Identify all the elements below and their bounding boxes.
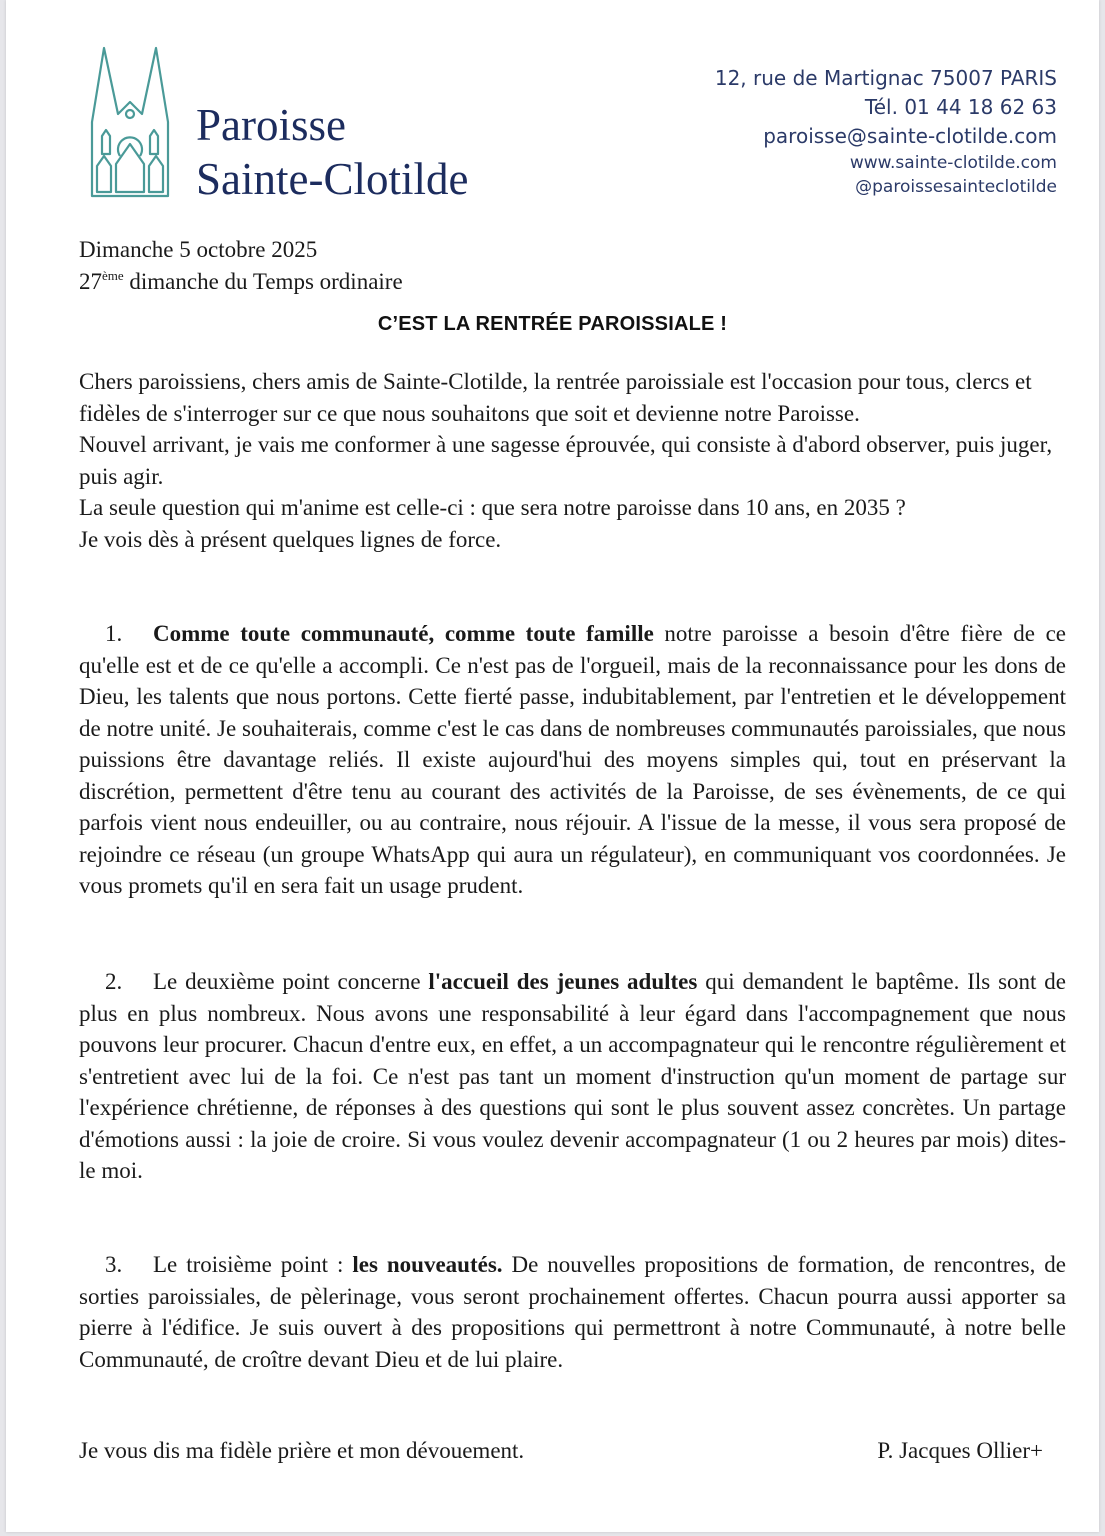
newsletter-page [6, 0, 1099, 1532]
ordinal-number: 27 [79, 269, 102, 294]
intro-paragraph: Nouvel arrivant, je vais me conformer à une sagesse éprouvée, qui consiste à d'abord observer, puis juger, puis agir. [79, 432, 1053, 489]
intro [79, 366, 1066, 555]
social-handle[interactable]: @paroissesainteclotilde [855, 177, 1057, 197]
phone: Tél. 01 44 18 62 63 [864, 95, 1057, 119]
address: 12, rue de Martignac 75007 PARIS [714, 66, 1057, 90]
church-facade-icon [90, 44, 170, 198]
email-link[interactable]: paroisse@sainte-clotilde.com [763, 124, 1057, 148]
intro-paragraph: Je vois dès à présent quelques lignes de force. [79, 526, 502, 552]
signature: P. Jacques Ollier+ [877, 1438, 1043, 1463]
parish-name [196, 98, 468, 206]
point-number: 1. [105, 621, 123, 646]
point-1 [79, 618, 1066, 902]
point-3 [79, 1249, 1066, 1375]
point-text: qui demandent le baptême. Ils sont de plus en plus nombreux. Nous avons une responsabilité à leur égard dans l'accompagnement que nous pouvons leur procurer. Chacun d'entre eux, en effet, a un accompagnateur qui le rencontre régulièrement et s'entretient avec lui de la foi. Ce n'est pas tant un moment d'instruction qu'un moment de partage sur l'expérience chrétienne, de réponses à des questions qui sont le plus souvent assez concrètes. Un partage d'émotions aussi : la joie de croire. Si vous voulez devenir accompagnateur (1 ou 2 heures par mois) dites-le moi. [79, 969, 1066, 1183]
headline: C’EST LA RENTRÉE PAROISSIALE ! [377, 313, 728, 335]
intro-paragraph: Chers paroissiens, chers amis de Sainte-Clotilde, la rentrée paroissiale est l'occasion pour tous, clercs et fidèles de s'interroger sur ce que nous souhaitons que soit et devienne notre Paroisse. [79, 369, 1032, 426]
parish-name-line2: Sainte-Clotilde [196, 154, 469, 204]
intro-paragraph: La seule question qui m'anime est celle-ci : que sera notre paroisse dans 10 ans, en 2035 ? [79, 495, 906, 520]
ordinal-suffix: ème [102, 268, 124, 283]
date: Dimanche 5 octobre 2025 [79, 237, 318, 262]
point-highlight: Comme toute communauté, comme toute famille [153, 621, 654, 646]
point-text: Le troisième point : [153, 1252, 353, 1277]
point-text: notre paroisse a besoin d'être fière de ce qu'elle est et de ce qu'elle a accompli. Ce n'est pas de l'orgueil, mais de la reconnaissance pour les dons de Dieu, les talents que nous portons. Cette fierté passe, indubitablement, par l'entretien et le développement de notre unité. Je souhaiterais, comme c'est le cas dans de nombreuses communautés paroissiales, que nous puissions être davantage reliés. Il existe aujourd'hui des moyens simples qui, tout en préservant la discrétion, permettent d'être tenu au courant des activités de la Paroisse, de ses évènements, de ce qui parfois vient nous endeuiller, ou au contraire, nous réjouir. A l'issue de la messe, il vous sera proposé de rejoindre ce réseau (un groupe WhatsApp qui aura un régulateur), en communiquant vos coordonnées. Je vous promets qu'il en sera fait un usage prudent. [79, 621, 1066, 898]
parish-name-line1: Paroisse [196, 100, 346, 150]
website-link[interactable]: www.sainte-clotilde.com [849, 153, 1057, 173]
point-number: 2. [105, 969, 123, 994]
point-text: De nouvelles propositions de formation, de rencontres, de sorties paroissiales, de pèlerinage, vous seront prochainement offertes. Chacun pourra aussi apporter sa pierre à l'édifice. Je suis ouvert à des propositions qui permettront à notre Communauté, à notre belle Communauté, de croître devant Dieu et de lui plaire. [79, 1252, 1067, 1372]
point-highlight: les nouveautés. [352, 1252, 503, 1277]
point-text: Le deuxième point concerne [153, 969, 429, 994]
contact-block [715, 64, 1057, 199]
closing-line: Je vous dis ma fidèle prière et mon dévouement. [79, 1438, 525, 1463]
liturgical-day [79, 266, 403, 298]
point-highlight: l'accueil des jeunes adultes [428, 969, 698, 994]
liturgical-day-text: dimanche du Temps ordinaire [123, 269, 403, 294]
point-number: 3. [105, 1252, 123, 1277]
point-2 [79, 966, 1066, 1187]
dateline [79, 234, 403, 298]
